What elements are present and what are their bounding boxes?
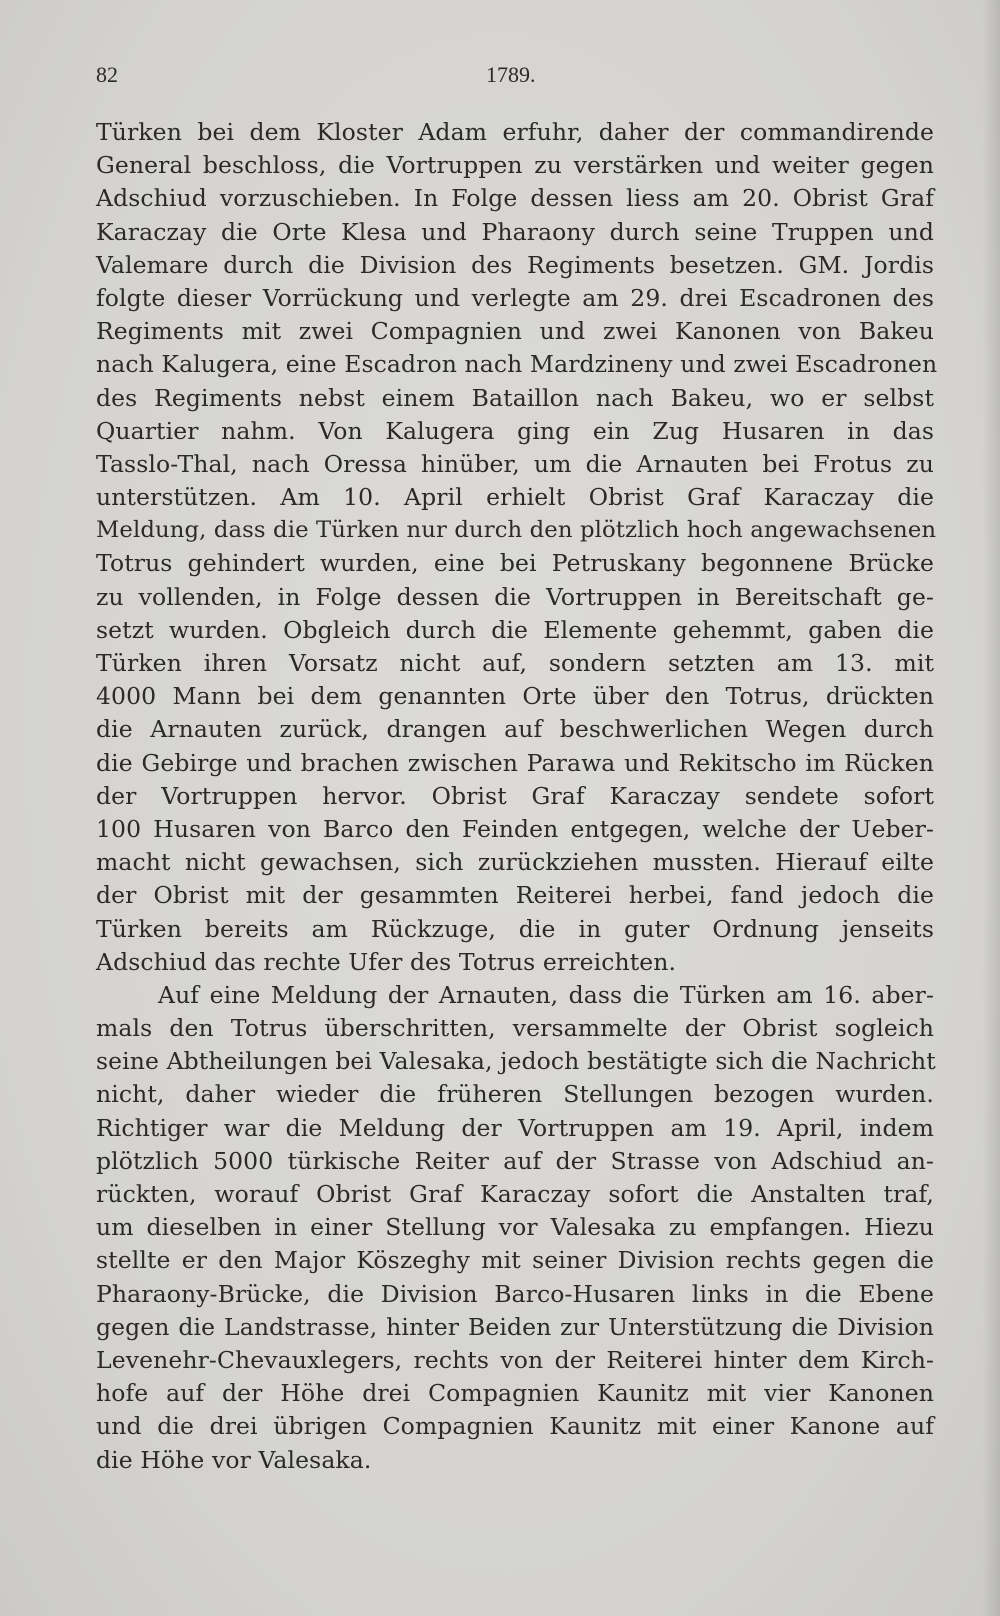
- text-line: um dieselben in einer Stellung vor Valesaka zu empfangen. Hiezu: [96, 1213, 934, 1242]
- text-line: der Vortruppen hervor. Obrist Graf Karaczay sendete sofort: [96, 781, 934, 810]
- text-line: Quartier nahm. Von Kalugera ging ein Zug Husaren in das: [96, 416, 934, 445]
- text-line: Valemare durch die Division des Regiments besetzen. GM. Jordis: [96, 250, 934, 279]
- text-line: Totrus gehindert wurden, eine bei Petruskany begonnene Brücke: [96, 549, 934, 578]
- text-line: Karaczay die Orte Klesa und Pharaony durch seine Truppen und: [96, 217, 934, 246]
- text-line: mals den Totrus überschritten, versammelte der Obrist sogleich: [96, 1014, 934, 1043]
- text-line: rückten, worauf Obrist Graf Karaczay sofort die Anstalten traf,: [96, 1180, 934, 1208]
- body-text: [96, 116, 938, 1477]
- text-line: setzt wurden. Obgleich durch die Elemente gehemmt, gaben die: [96, 615, 934, 644]
- text-line: die Arnauten zurück, drangen auf beschwerlichen Wegen durch: [96, 715, 934, 744]
- text-line: des Regiments nebst einem Bataillon nach Bakeu, wo er selbst: [96, 383, 934, 412]
- text-line: Pharaony-Brücke, die Division Barco-Husaren links in die Ebene: [96, 1279, 934, 1308]
- text-line: Auf eine Meldung der Arnauten, dass die Türken am 16. aber-: [158, 980, 934, 1009]
- text-line: plötzlich 5000 türkische Reiter auf der Strasse von Adschiud an-: [96, 1146, 934, 1175]
- text-line: Meldung, dass die Türken nur durch den plötzlich hoch angewachsenen: [96, 517, 937, 544]
- page-edge-shadow: [982, 0, 1000, 1616]
- page-header: [96, 62, 934, 96]
- paragraph-2: [96, 979, 934, 1477]
- page-number: 82: [96, 62, 118, 87]
- text-line: Richtiger war die Meldung der Vortruppen am 19. April, indem: [96, 1113, 934, 1142]
- text-line: stellte er den Major Köszeghy mit seiner Division rechts gegen die: [96, 1246, 934, 1275]
- paragraph-1: [96, 116, 938, 979]
- text-line: der Obrist mit der gesammten Reiterei herbei, fand jedoch die: [96, 881, 934, 910]
- text-line: die Höhe vor Valesaka.: [96, 1445, 372, 1474]
- text-line: Adschiud vorzuschieben. In Folge dessen liess am 20. Obrist Graf: [96, 184, 934, 213]
- text-line: 100 Husaren von Barco den Feinden entgegen, welche der Ueber-: [96, 814, 934, 843]
- text-line: 4000 Mann bei dem genannten Orte über den Totrus, drückten: [96, 682, 934, 711]
- running-head-year: 1789.: [486, 62, 536, 87]
- text-line: unterstützen. Am 10. April erhielt Obrist Graf Karaczay die: [96, 483, 934, 512]
- text-line: Tasslo-Thal, nach Oressa hinüber, um die Arnauten bei Frotus zu: [96, 449, 934, 478]
- text-line: hofe auf der Höhe drei Compagnien Kaunitz mit vier Kanonen: [96, 1379, 934, 1408]
- text-line: nach Kalugera, eine Escadron nach Mardzineny und zwei Escadronen: [96, 350, 938, 379]
- text-line: und die drei übrigen Compagnien Kaunitz mit einer Kanone auf: [96, 1412, 934, 1441]
- text-line: gegen die Landstrasse, hinter Beiden zur Unterstützung die Division: [96, 1312, 934, 1341]
- text-line: Türken bereits am Rückzuge, die in guter Ordnung jenseits: [96, 914, 934, 943]
- text-line: zu vollenden, in Folge dessen die Vortruppen in Bereitschaft ge-: [96, 582, 934, 611]
- text-line: die Gebirge und brachen zwischen Parawa und Rekitscho im Rücken: [96, 748, 934, 777]
- text-line: Adschiud das rechte Ufer des Totrus erreichten.: [96, 947, 677, 976]
- text-line: Türken ihren Vorsatz nicht auf, sondern setzten am 13. mit: [96, 649, 934, 677]
- text-line: nicht, daher wieder die früheren Stellungen bezogen wurden.: [96, 1080, 934, 1109]
- text-line: General beschloss, die Vortruppen zu verstärken und weiter gegen: [96, 151, 934, 180]
- text-line: folgte dieser Vorrückung und verlegte am 29. drei Escadronen des: [96, 283, 934, 312]
- text-line: Levenehr-Chevauxlegers, rechts von der Reiterei hinter dem Kirch-: [96, 1345, 934, 1374]
- text-line: seine Abtheilungen bei Valesaka, jedoch bestätigte sich die Nachricht: [96, 1047, 936, 1076]
- text-line: Regiments mit zwei Compagnien und zwei Kanonen von Bakeu: [96, 317, 934, 346]
- text-line: Türken bei dem Kloster Adam erfuhr, daher der commandirende: [96, 118, 934, 146]
- text-line: macht nicht gewachsen, sich zurückziehen mussten. Hierauf eilte: [96, 848, 934, 877]
